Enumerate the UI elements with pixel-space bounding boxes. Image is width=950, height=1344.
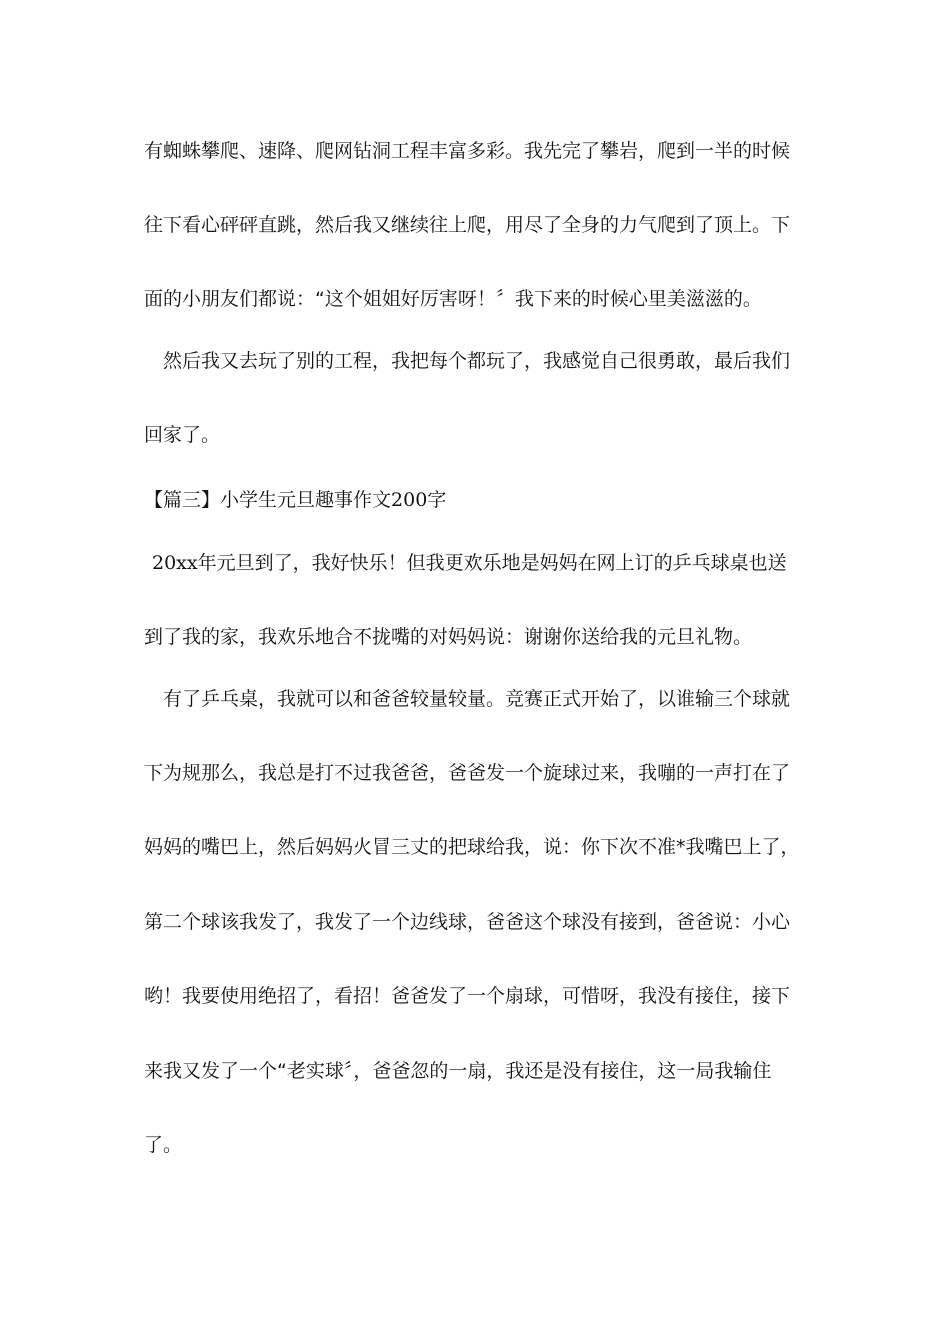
- paragraph-line: 有了乒乓桌，我就可以和爸爸较量较量。竞赛正式开始了，以谁输三个球就: [163, 688, 791, 710]
- paragraph-line: 下为规那么，我总是打不过我爸爸，爸爸发一个旋球过来，我嘣的一声打在了: [144, 762, 791, 784]
- paragraph-line: 妈妈的嘴巴上，然后妈妈火冒三丈的把球给我，说：你下次不准*我嘴巴上了，: [144, 836, 800, 858]
- paragraph-line: 然后我又去玩了别的工程，我把每个都玩了，我感觉自己很勇敢，最后我们: [163, 350, 791, 372]
- paragraph-line: [152, 549, 804, 577]
- paragraph-line: 有蜘蛛攀爬、速降、爬网钻洞工程丰富多彩。我先完了攀岩，爬到一半的时候: [144, 140, 791, 162]
- paragraph-line: 哟！我要使用绝招了，看招！爸爸发了一个扇球，可惜呀，我没有接住，接下: [144, 985, 791, 1007]
- paragraph-line: 了。: [144, 1134, 183, 1156]
- line-text: 年元旦到了，我好快乐！但我更欢乐地是妈妈在网上订的乒乓球桌也送: [197, 552, 787, 574]
- section-heading: [144, 486, 804, 514]
- paragraph-line: 第二个球该我发了，我发了一个边线球，爸爸这个球没有接到，爸爸说：小心: [144, 911, 791, 933]
- heading-prefix: 【篇三】小学生元旦趣事作文: [144, 489, 392, 511]
- heading-suffix: 字: [427, 489, 447, 511]
- paragraph-line: 来我又发了一个“老实球〞，爸爸忽的一扇，我还是没有接住，这一局我输住: [144, 1060, 772, 1082]
- heading-number: 200: [391, 489, 428, 511]
- year-text: 20xx: [152, 552, 198, 574]
- paragraph-line: 往下看心砰砰直跳，然后我又继续往上爬，用尽了全身的力气爬到了顶上。下: [144, 214, 791, 236]
- paragraph-line: 面的小朋友们都说：“这个姐姐好厉害呀！〞我下来的时候心里美滋滋的。: [144, 288, 762, 310]
- paragraph-line: 到了我的家，我欢乐地合不拢嘴的对妈妈说：谢谢你送给我的元旦礼物。: [144, 626, 753, 648]
- paragraph-line: 回家了。: [144, 424, 221, 446]
